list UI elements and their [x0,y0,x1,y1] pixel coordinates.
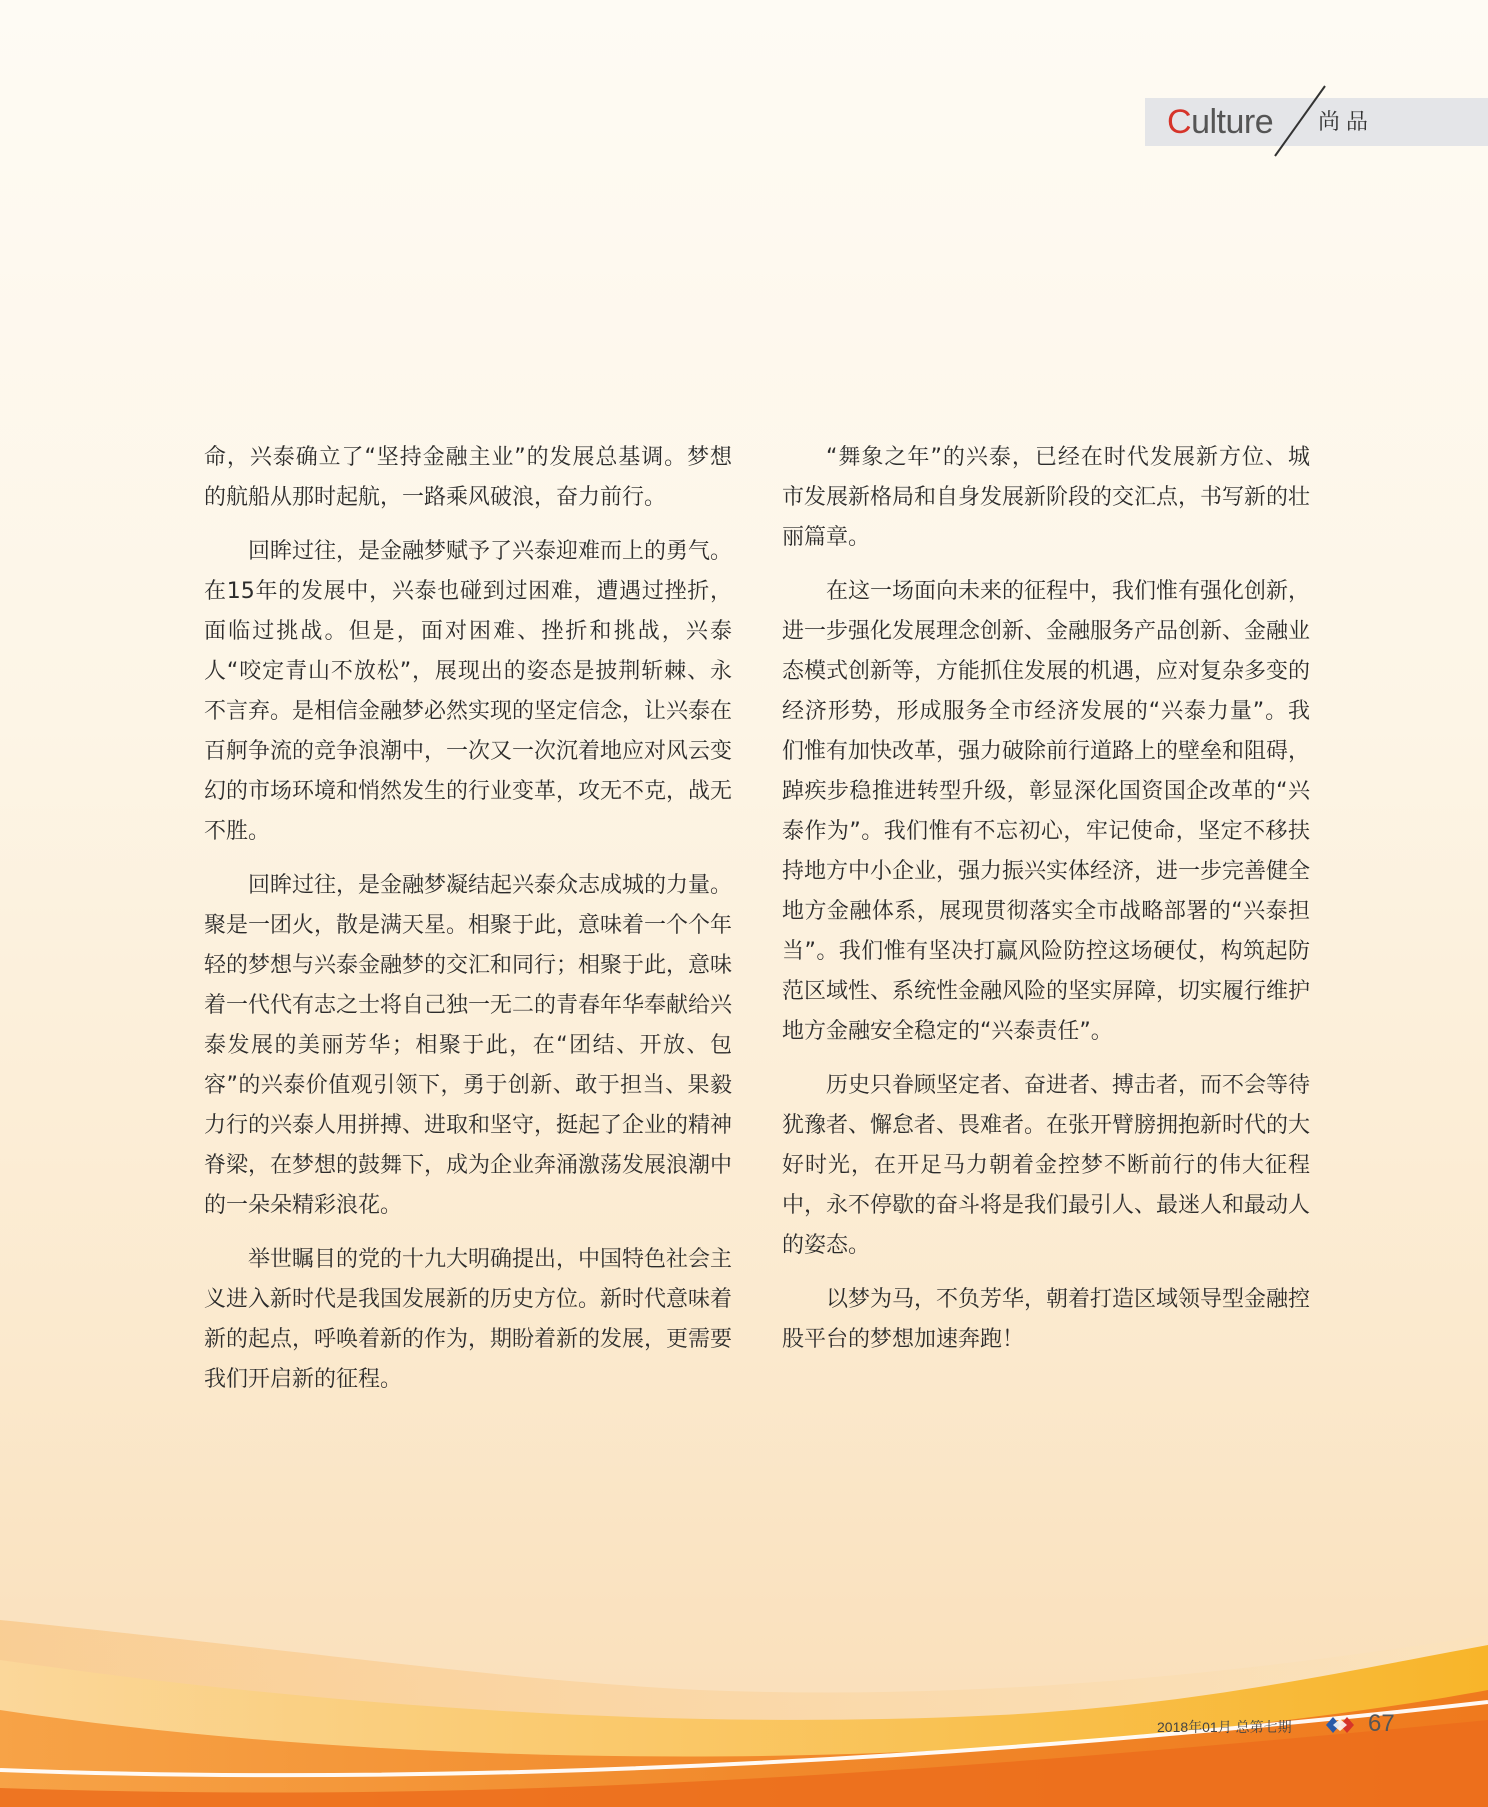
culture-initial: C [1167,103,1192,141]
page-number: 67 [1368,1710,1395,1737]
culture-rest: ulture [1191,103,1274,141]
paragraph: 举世瞩目的党的十九大明确提出，中国特色社会主义进入新时代是我国发展新的历史方位。新时代意味着新的起点，呼唤着新的作为，期盼着新的发展，更需要我们开启新的征程。 [204,1247,733,1392]
section-title-culture [1167,98,1273,146]
paragraph: 在这一场面向未来的征程中，我们惟有强化创新，进一步强化发展理念创新、金融服务产品创新、金融业态模式创新等，方能抓住发展的机遇，应对复杂多变的经济形势，形成服务全市经济发展的“兴泰力量”。我们惟有加快改革，强力破除前行道路上的壁垒和阻碍，踔疾步稳推进转型升级，彰显深化国资国企改革的“兴泰作为”。我们惟有不忘初心，牢记使命，坚定不移扶持地方中小企业，强力振兴实体经济，进一步完善健全地方金融体系，展现贯彻落实全市战略部署的“兴泰担当”。我们惟有坚决打赢风险防控这场硬仗，构筑起防范区域性、系统性金融风险的坚实屏障，切实履行维护地方金融安全稳定的“兴泰责任”。 [782,579,1311,1044]
left-text-column [204,438,732,1414]
section-title-chinese: 尚品 [1318,110,1375,135]
right-text-column [782,438,1310,1374]
paragraph: “舞象之年”的兴泰，已经在时代发展新方位、城市发展新格局和自身发展新阶段的交汇点，书写新的壮丽篇章。 [782,445,1311,550]
decorative-wave-footer [0,1540,1488,1807]
issue-date: 2018年01月 总第七期 [1157,1719,1292,1735]
paragraph: 历史只眷顾坚定者、奋进者、搏击者，而不会等待犹豫者、懈怠者、畏难者。在张开臂膀拥抱新时代的大好时光，在开足马力朝着金控梦不断前行的伟大征程中，永不停歇的奋斗将是我们最引人、最迷人和最动人的姿态。 [782,1073,1311,1258]
paragraph: 命，兴泰确立了“坚持金融主业”的发展总基调。梦想的航船从那时起航，一路乘风破浪，奋力前行。 [204,445,732,510]
company-logo-icon [1324,1714,1356,1736]
paragraph: 回眸过往，是金融梦凝结起兴泰众志成城的力量。聚是一团火，散是满天星。相聚于此，意味着一个个年轻的梦想与兴泰金融梦的交汇和同行；相聚于此，意味着一代代有志之士将自己独一无二的青春年华奉献给兴泰发展的美丽芳华；相聚于此，在“团结、开放、包容”的兴泰价值观引领下，勇于创新、敢于担当、果毅力行的兴泰人用拼搏、进取和坚守，挺起了企业的精神脊梁，在梦想的鼓舞下，成为企业奔涌激荡发展浪潮中的一朵朵精彩浪花。 [204,873,733,1218]
paragraph: 回眸过往，是金融梦赋予了兴泰迎难而上的勇气。在15年的发展中，兴泰也碰到过困难，遭遇过挫折，面临过挑战。但是，面对困难、挫折和挑战，兴泰人“咬定青山不放松”，展现出的姿态是披荆斩棘、永不言弃。是相信金融梦必然实现的坚定信念，让兴泰在百舸争流的竞争浪潮中，一次又一次沉着地应对风云变幻的市场环境和悄然发生的行业变革，攻无不克，战无不胜。 [204,539,733,844]
paragraph: 以梦为马，不负芳华，朝着打造区域领导型金融控股平台的梦想加速奔跑！ [782,1287,1311,1352]
